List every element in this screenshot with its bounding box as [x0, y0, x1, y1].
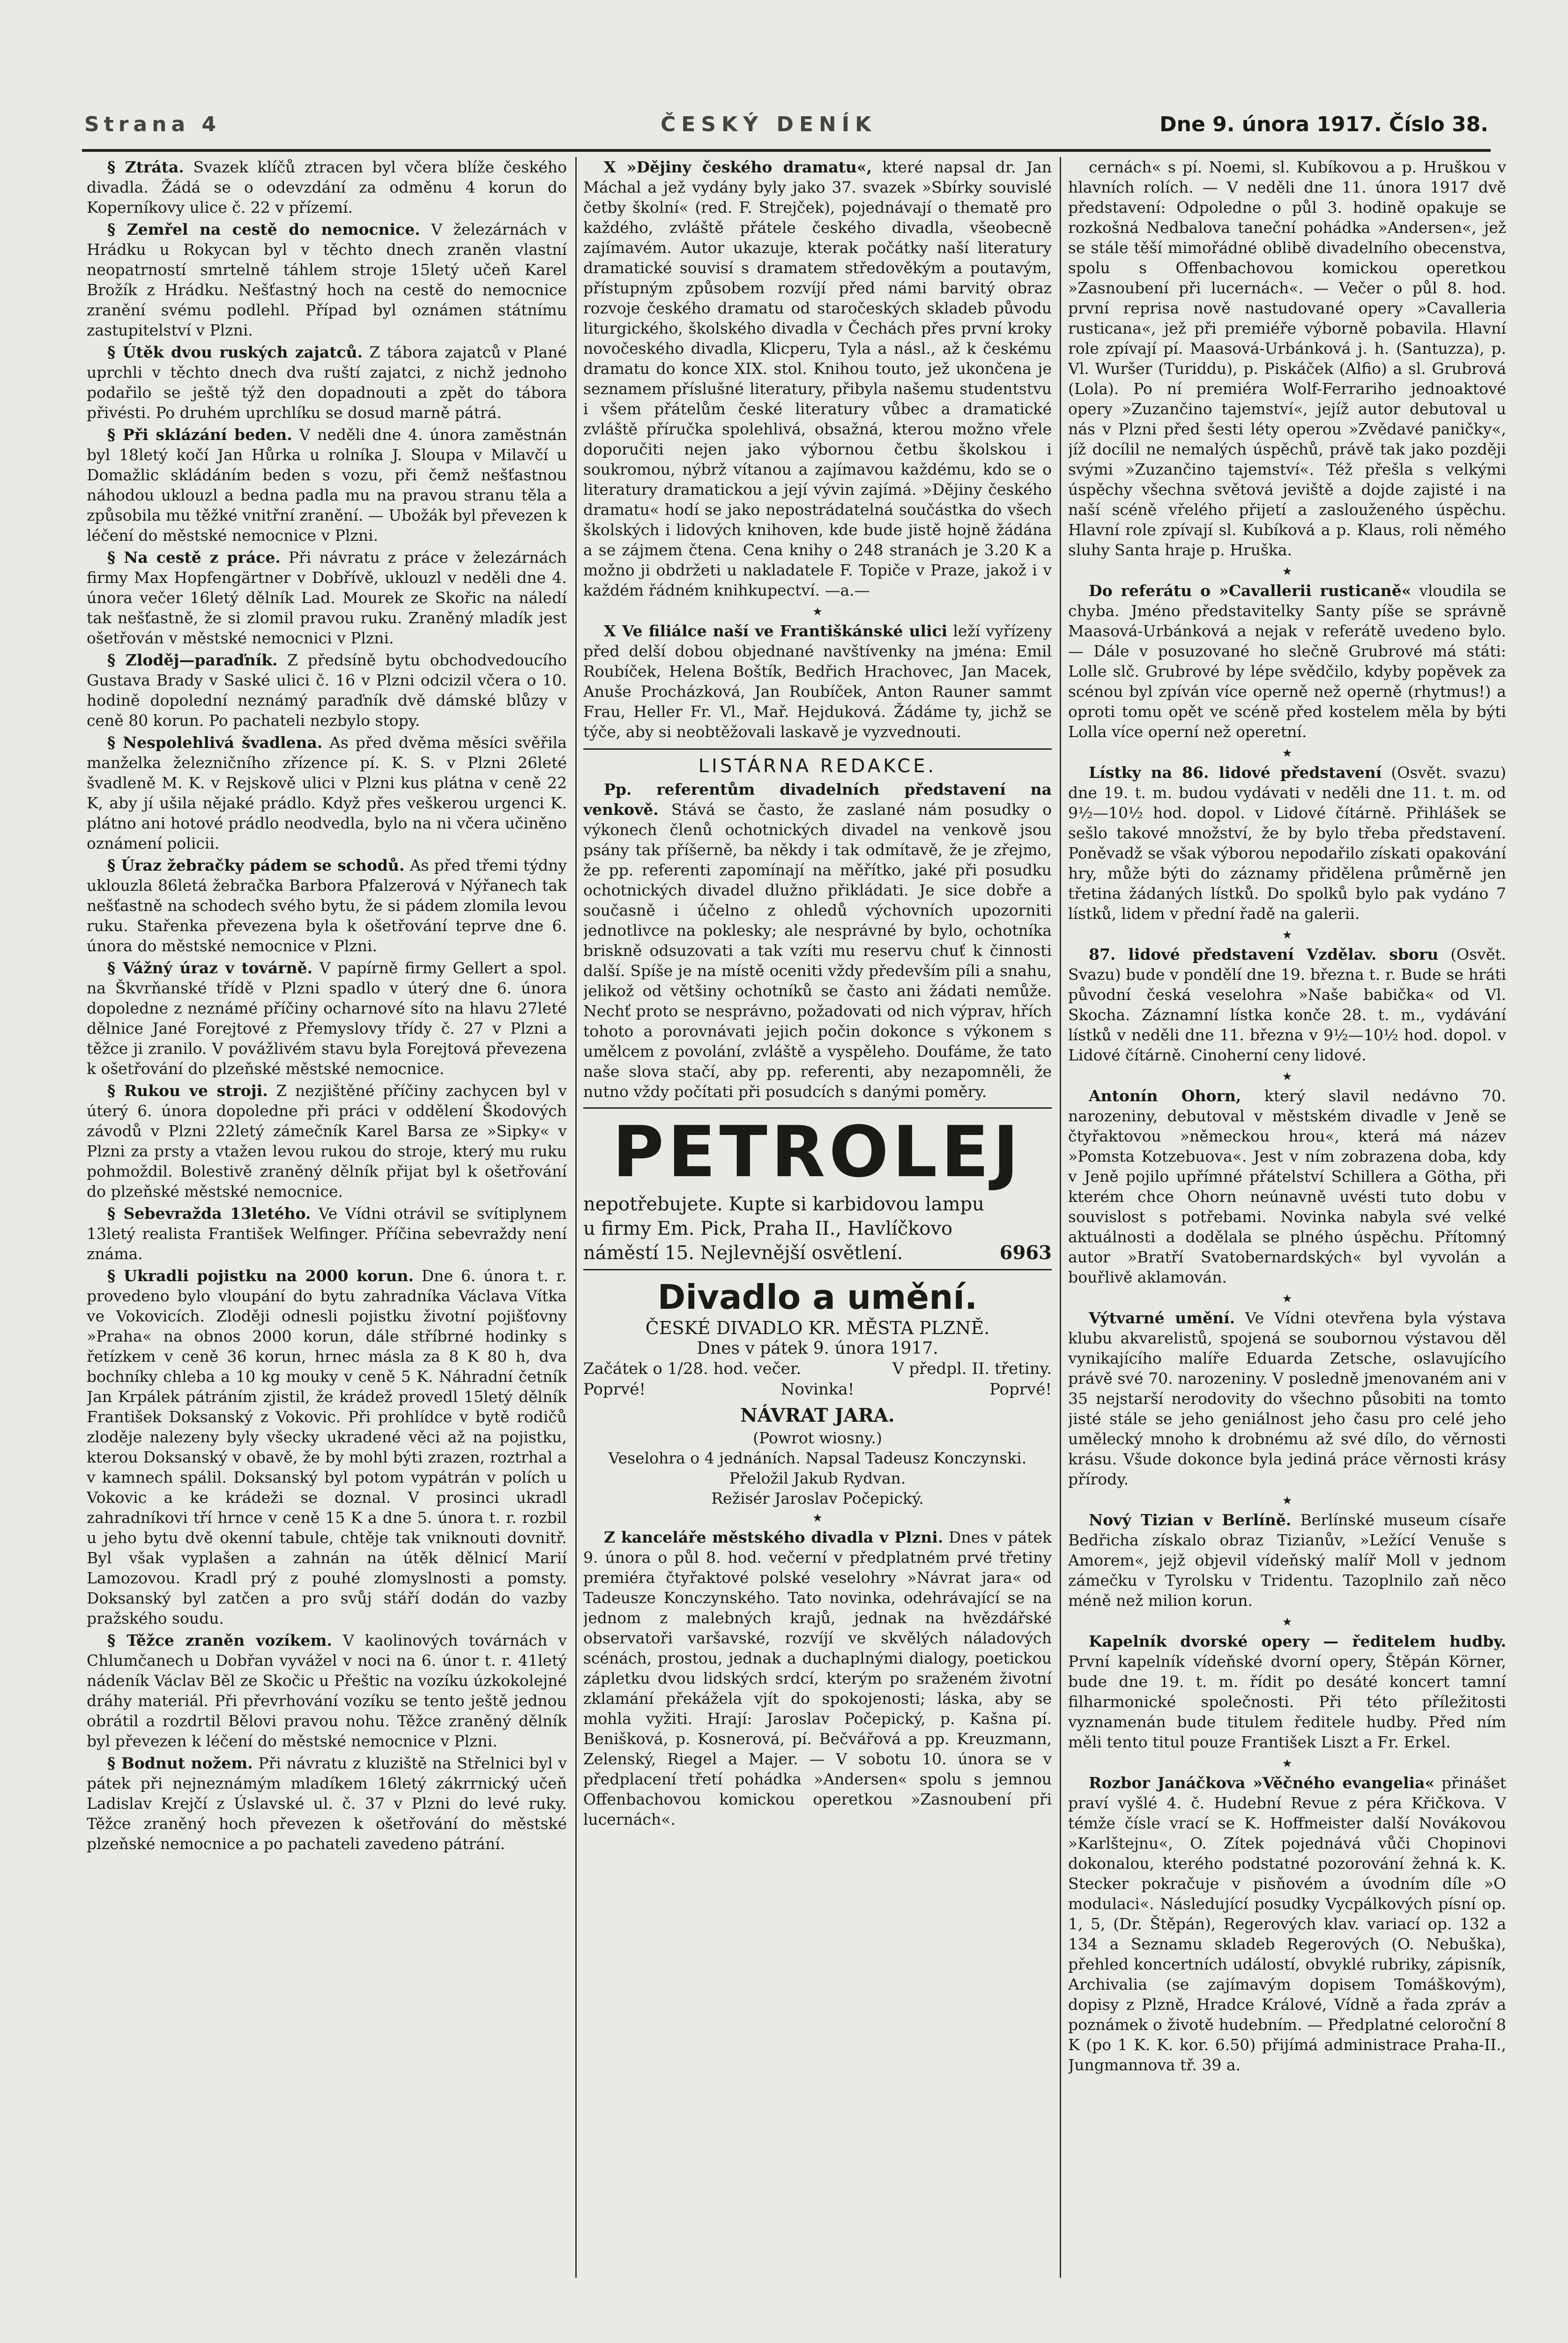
news-item-text: přinášet praví vyšlé 4. č. Hudební Revue z péra Křičkova. V témže čísle vrací se K. Hoffmeister další Novákovou »Karlštejnu«, O. Zítek pojednává vůči Chopinovi dokonalou, kterého podstatné pozorování žehná k. K. Stecker pokračuje v pisňovém a úvodním díle »O modulaci«. Následující posudky Vycpálkových písní op. 1, 5, (Dr. Štěpán), Regerových klav. variací op. 132 a 134 a Seznamu skladeb Regerových (O. Nebuška), přehled koncertních událostí, obvyklé rubriky, zápisník, Archivalia (se zajímavým dopisem Tomáškovým), dopisy z Plzně, Hradce Králové, Vídně a řada zpráv a poznámek o životě hudebním. — Předplatné celoroční 8 K (po 1 K. K. kor. 6.50) přijímá administrace Praha-II., Jungmannova tř. 39 a. [1068, 1774, 1506, 2074]
news-item-text: které napsal dr. Jan Máchal a jež vydány byly jako 37. svazek »Sbírky souvislé četby školní« (red. F. Strejček), pojednávají o thematě pro každého, zvláště přátele českého divadla, všeobecně zajímavém. Autor ukazuje, kterak počátky naší literatury dramatické souvisí s dramatem středověkým a poutavým, přístupným způsobem rozvíjí před námi barvitý obraz rozvoje českého dramatu od staročeských skladeb původu liturgického, školského divadla v Čechách přes první kroky novočeského divadla, Klicperu, Tyla a násl., až k českému dramatu do konce XIX. stol. Knihou touto, jež ukončena je seznamem příslušné literatury, přibyla našemu studentstvu i všem přátelům české literatury vůbec a dramatické zvláště příručka spolehlivá, obsažná, kterou možno vřele doporučiti nejen jako výbornou četbu školskou i soukromou, nýbrž vítanou a zajímavou každému, kdo se o literatury dramatickou a její vývin zajímá. »Dějiny českého dramatu« hodí se jako nepostrádatelná součástka do všech školských i lidových knihoven, kde bude jistě hojně žádána a se zájmem čtena. Cena knihy o 248 stranách je 3.20 K a možno ji obdržeti u nakladatele F. Topiče v Praze, jakož i v každém řádném knihkupectví. —a.— [583, 158, 1052, 599]
news-item-text: Z tábora zajatců v Plané uprchli v těchto dnech dva ruští zajatci, z nichž jednoho podařilo se ještě týž den dopadnouti a zpět do tábora přivésti. Po druhém uprchlíku se dosud marně pátrá. [87, 343, 567, 422]
column-local-news [87, 157, 567, 2278]
news-item-text: Berlínské museum císaře Bedřicha získalo obraz Tizianův, »Ležící Venuše s Amorem«, jejž objevil vídeňský malíř Moll v jednom zámečku v Tyrolsku v Tridentu. Tazoplnilo zaň něco méně než milion korun. [1068, 1511, 1506, 1610]
news-item-head: X »Dějiny českého dramatu«, [604, 158, 872, 176]
news-item-text: Ve Vídni otevřena byla výstava klubu akvarelistů, spojená se soubornou výstavou děl vynikajícího malíře Eduarda Zetsche, oslavujícího právě své 70. narozeniny. V posledně jmenovaném ani v 35 nejstarší nerodovity do všechno působiti na tomto jisté stále se jeho geniálnost jeho času pro celé jeho umělecký mnoho k drobnému až své dílo, do věrnosti krásu. Všude dokonce byla jediná práce věrnosti krásy přírody. [1068, 1309, 1506, 1488]
listarna-head: Pp. referentům divadelních představení na venkově. [583, 780, 1052, 819]
news-item [87, 219, 567, 340]
page-number: Strana 4 [84, 112, 221, 136]
news-item-text: leží vyřízeny před delší dobou objednané navštívenky na jména: Emil Roubíček, Helena Boštík, Bedřich Hrachovec, Jan Macek, Anuše Procházková, Jan Roubíček, Anton Rauner sammt Frau, Heller Fr. Vl., Mař. Hejduková. Žádáme ty, jichž se týče, aby si neobtěžovali laskavě je vyzvednouti. [583, 622, 1052, 741]
column-divider [1060, 157, 1061, 2278]
petrolej-number: 6963 [999, 1242, 1052, 1264]
separator-star: ★ [1282, 565, 1293, 578]
news-item-text: Při návratu z práce v železárnách firmy Max Hopfengärtner v Dobřívě, uklouzl v neděli dne 4. února večer 16letý dělník Lad. Mourek ze Skořic na náledí tak nešťastně, že si zlomil pravou ruku. Zraněný mladík jest ošetřován v městské nemocnici v Plzni. [87, 548, 567, 647]
news-item [87, 1266, 567, 1628]
theatre-times [583, 1358, 1052, 1379]
separator-star: ★ [1282, 1615, 1293, 1628]
news-item [1068, 1086, 1506, 1287]
news-item [1068, 581, 1506, 742]
theatre-flags [583, 1379, 1052, 1400]
newspaper-title: ČESKÝ DENÍK [661, 112, 877, 136]
news-item-text: (Osvět. svazu) dne 19. t. m. budou vydávati v neděli dne 11. t. m. od 9½—10½ hod. dopol. v Lidové čítárně. Přihlášek se sešlo takové množství, že by bylo třeba představení. Poněvadž se však výborou nepodařilo získati opakování hry, může býti do záznamy přidělena průměrně jen třetina žádaných lístků. Do spolků bylo pak vydáno 7 lístků, lidem v přední řadě na galerii. [1068, 763, 1506, 923]
listarna-text: Stává se často, že zaslané nám posudky o výkonech členů ochotnických divadel na venkově jsou psány tak příšerně, ba někdy i tak odmítavě, že je zřejmo, že pp. referenti zapomínají na měřítko, jaké při posudku ochotnických divadel dlužno přikládati. Je sice dobře a současně i účelno z ohledů výchovních upozorniti jednotlivce na poklesky; ale nesprávné by bylo, ochotníka briskně odsuzovati a tak vzíti mu reservu chuť k činnosti další. Spíše je na místě oceniti vždy především píli a snahu, jelikož od většiny ochotníků se často ani žádati nemůže. Nechť proto se nesprávno, požadovati od nich výprav, hřích tohoto a porovnávati jejich počin dokonce s výkonem s umělcem z povolání, zvláště a vyspěleho. Doufáme, že tato naše slova stačí, aby pp. referenti, aby nezapomněli, že nutno vždy počítati při posudcích s danými poměry. [583, 800, 1052, 1101]
separator-star: ★ [1282, 1070, 1293, 1083]
news-item-head: Kapelník dvorské opery — ředitelem hudby. [1089, 1632, 1506, 1650]
news-item-head: Antonín Ohorn, [1089, 1087, 1241, 1105]
masthead [84, 108, 1488, 145]
theatre-org: ČESKÉ DIVADLO KR. MĚSTA PLZNĚ. [645, 1318, 990, 1338]
news-item [583, 621, 1052, 742]
news-item [87, 1203, 567, 1264]
news-item-text: (Osvět. Svazu) bude v pondělí dne 19. března t. r. Bude se hráti původní česká veselohra »Naše babička« od Vl. Skocha. Záznamní lístka konče 28. t. m., vydávání lístků v neděli dne 11. března v 9½—10½ hod. dopol. v Lidové čítárně. Cinoherní ceny lidové. [1068, 945, 1506, 1064]
column-arts [1068, 157, 1506, 2278]
petrolej-line: u firmy Em. Pick, Praha II., Havlíčkovo [583, 1218, 953, 1239]
news-item [1068, 1631, 1506, 1752]
news-item-text: cernách« s pí. Noemi, sl. Kubíkovou a p. Hruškou v hlavních rolích. — V neděli dne 11. února 1917 dvě představení: Odpoledne o půl 3. hodině opakuje se rozkošná Nedbalova taneční pohádka »Andersen«, jež se stále těší mimořádné oblibě divadelního obecenstva, spolu s Offenbachovou komickou operetkou »Zasnoubení při lucernách«. — Večer o půl 8. hod. první reprisa nově nastudované opery »Cavalleria rusticana«, jež při premiéře výborně pobavila. Hlavní role zpívají pí. Maasová-Urbánková j. h. (Santuzza), p. Vl. Wuršer (Turiddu), p. Piskáček (Alfio) a sl. Grubrová (Lola). Po ní premiéra Wolf-Ferrariho jednoaktové opery »Zuzančino tajemství«, jejíž autor debutoval u nás v Plzni před šesti léty operou »Zvědavé paničky«, jíž docílil ne nemalých úspěchů, právě tak jako později svými »Zuzančino tajemství«. Též přešla s velkými úspěchy všechna světová jeviště a dojde zajisté i na naší scéně vřelého přijetí a zaslouženého úspěchu. Hlavní role zpívají sl. Kubíková a p. Klaus, roli němého sluhy Santa hraje p. Hruška. [1068, 158, 1506, 559]
news-item-text: V neděli dne 4. února zaměstnán byl 18letý kočí Jan Hůrka u rolníka J. Sloupa v Milavčí u Domažlic skládáním beden s vozu, při čemž nešťastnou náhodou uklouzl a bedna padla mu na pravou stranu těla a způsobila mu těžké vnitřní zranění. — Ubožák byl převezen k léčení do městské nemocnice v Plzni. [87, 425, 567, 545]
news-item [87, 342, 567, 423]
separator-star: ★ [812, 1511, 823, 1524]
news-item-head: § Nespolehlivá švadlena. [107, 733, 323, 752]
petrolej-title: PETROLEJ [612, 1112, 1023, 1193]
play-description: Veselohra o 4 jednáních. Napsal Tadeusz Konczynski. Přeložil Jakub Rydvan. [608, 1449, 1027, 1487]
news-item-head: § Zloděj—paraďník. [107, 651, 278, 669]
news-item [87, 650, 567, 731]
news-item [87, 1753, 567, 1854]
news-item [87, 547, 567, 648]
play-director: Režisér Jaroslav Počepický. [711, 1489, 924, 1507]
play-title: NÁVRAT JARA. [740, 1404, 895, 1426]
flag-novinka: Novinka! [780, 1380, 855, 1399]
separator-star: ★ [1282, 746, 1293, 760]
news-item-head: § Rukou ve stroji. [107, 1082, 268, 1100]
news-item [1068, 1308, 1506, 1489]
news-item-text: Dnes v pátek 9. února o půl 8. hod. večerní v předplatném prvé třetiny premiéra čtyřaktové polské veselohry »Návrat jara« od Tadeusze Konczynského. Tato novinka, odehrávající se na jednom z malebných krajů, jednak na hvězdářské observatoři varšavské, rozvíjí ve skvělých náladových scénách, prostou, jednak a duchaplnými dialogy, poetickou zápletku dvou lidských srdcí, kterým po sraženém životní zklamání překážela vjít do spokojenosti; láska, aby se mohla vyžiti. Hrají: Jaroslav Počepický, p. Kašna pí. Benišková, p. Kosnerová, pí. Bečvářová a pp. Kreuzmann, Zelenský, Riegel a Majer. — V sobotu 10. února se v předplacení třetí pohádka »Andersen« spolu s jemnou Offenbachovou komickou operetkou »Zasnoubení při lucernách«. [583, 1528, 1052, 1828]
theatre-date: Dnes v pátek 9. února 1917. [697, 1339, 938, 1358]
news-item [1068, 1773, 1506, 2075]
news-item-head: Lístky na 86. lidové představení [1089, 763, 1382, 782]
news-item [87, 1081, 567, 1201]
news-item-text: První kapelník vídeňské dvorní opery, Štěpán Körner, bude dne 19. t. m. řídit po desáté koncert tamní filharmonické společnosti. Při této příležitosti vyznamenán bude titulem ředitele hudby. Před ním měli tento titul pouze František Liszt a Fr. Erkel. [1068, 1652, 1506, 1751]
news-item [87, 1630, 567, 1751]
news-item-head: Do referátu o »Cavallerii rusticaně« [1089, 582, 1412, 600]
separator-star: ★ [1282, 1494, 1293, 1507]
news-item-text: Ve Vídni otrávil se svítiplynem 13letý realista František Welfinger. Příčina sebevraždy není známa. [87, 1204, 567, 1263]
news-item-head: § Úraz žebračky pádem se schodů. [107, 856, 405, 874]
theatre-title: Divadlo a umění. [657, 1277, 978, 1317]
separator-star: ★ [1282, 1292, 1293, 1305]
petrolej-line: nepotřebujete. Kupte si karbidovou lampu [583, 1194, 984, 1215]
news-item-head: § Těžce zraněn vozíkem. [107, 1631, 332, 1649]
play-subtitle: (Powrot wiosny.) [753, 1429, 882, 1447]
news-item [87, 732, 567, 853]
news-item-text: As před třemi týdny uklouzla 86letá žebračka Barbora Pfalzerová v Nýřanech tak nešťastně na schodech svého bytu, že si pádem zlomila levou ruku. Stařenka převezena byla k ošetřování teprve dne 6. února do městské nemocnice v Plzni. [87, 856, 567, 955]
news-item [87, 958, 567, 1079]
petrolej-line [583, 1241, 1052, 1265]
news-item-text: který slavil nedávno 70. narozeniny, debutoval v městském divadle v Jeně se čtyřaktovou »německou hrou«, která má název »Pomsta Kotzebuova«. Jest v ním zobrazena doba, kdy v Jeně pojilo upřímné přátelství Schillera a Götha, při kterém chce Ohorn neúnavně uvésti tuto dobu v souvislost s potřebami. Novinka nabyla své velké aktuálnosti a dodělala se plného úspěchu. Přítomný autor »Bratří Svatobernardských« byl vyvolán a bouřlivě aklamován. [1068, 1087, 1506, 1286]
separator-star: ★ [1282, 928, 1293, 941]
masthead-rule [82, 149, 1491, 152]
news-item [583, 1527, 1052, 1829]
news-item-head: Z kanceláře městského divadla v Plzni. [604, 1528, 944, 1546]
news-item-text: Dne 6. února t. r. provedeno bylo vloupání do bytu zahradníka Václava Vítka ve Vokovicích. Zloději odnesli pojistku životní pojišťovny »Praha« na obnos 2000 korun, dále stříbrné hodinky s řetízkem v ceně 36 korun, hrnec másla za 8 K 80 h, dva bochníky chleba a 10 kg mouky v ceně 5 K. Náhradní četník Jan Krpálek pátráním zjistil, že krádež provedl 15letý dělník František Doksanský z Vokovic. Při prohlídce v bytě rodičů zloděje nalezeny byly všecky ukradené věci až na pojistku, kterou Doksanský v obavě, že by mohl býti zrazen, roztrhal a v kamnech spálil. Doksanský byl potom vypátrán v polích u Vokovic a ke krádeži se doznal. V prosinci ukradl zahradníkovi tří hrnce v ceně 15 K a dne 5. února t. r. rozbil u jeho bytu dvě okenní tabule, chtěje tak vniknouti dovnitř. Byl však vyplašen a zahnán na útěk dělnicí Marií Lamozovou. Kradl prý z pouhé zlomyslnosti a pomsty. Doksanský byl zatčen a pro svůj stáří dodán do vazby pražského soudu. [87, 1267, 567, 1627]
column-culture [583, 157, 1052, 2278]
news-item [1068, 762, 1506, 924]
theatre-subscription: V předpl. II. třetiny. [892, 1359, 1052, 1378]
news-item-text: V kaolinových továrnách v Chlumčanech u Dobřan vyvážel v noci na 6. únor t. r. 41letý nádeník Václav Běl ze Skočic u Přeštic na vozíku úzkokolejné dráhy materiál. Při převrhování vozíku se tento ještě jednou obrátil a rozdrtil Bělovi pravou nohu. Těžce zraněný dělník byl převezen k léčení do městské nemocnice v Plzni. [87, 1631, 567, 1750]
news-item [87, 855, 567, 956]
listarna-title: LISTÁRNA REDAKCE. [698, 755, 937, 777]
news-item-head: Výtvarné umění. [1089, 1309, 1235, 1327]
news-item-text: Při návratu z kluziště na Střelnici byl v pátek při nejneznámým mladíkem 16letý zákrrnický učeň Ladislav Krejčí z Úslavské ul. č. 37 v Plzni do levé ruky. Těžce zraněný hoch převezen k ošetřování do městské plzeňské nemocnice a po pachateli zavedeno pátrání. [87, 1754, 567, 1853]
news-item-head: Nový Tizian v Berlíně. [1089, 1511, 1292, 1529]
news-item-head: X Ve filiálce naší ve Františkánské ulici [604, 622, 948, 640]
news-item-text: As před dvěma měsíci svěřila manželka železničního zřízence pí. K. S. v Plzni 26leté švadleně M. K. v Rejskově ulici v Plzni kus plátna v ceně 22 K, aby jí ušila nějaké prádlo. Když přes veškerou urgenci K. plátno ani hotové prádlo neodvedla, bylo na ni včera učiněno oznámení policii. [87, 733, 567, 852]
news-item-head: § Ukradli pojistku na 2000 korun. [107, 1267, 414, 1285]
news-item-head: § Bodnut nožem. [107, 1754, 253, 1772]
news-item [87, 157, 567, 217]
news-item-head: § Při sklázání beden. [107, 425, 292, 444]
news-item-head: § Sebevražda 13letého. [107, 1204, 311, 1223]
news-item-text: V papírně firmy Gellert a spol. na Škvrňanské třídě v Plzni spadlo v úterý dne 6. února dopoledne z neznámé příčiny ocharnové síto na hlavu 27leté dělnice Jané Forejtové z Přemyslovy třídy č. 27 v Plzni a těžce ji zranilo. V povážlivém stavu byla Forejtová převezena k ošetřování do plzeňské městské nemocnice. [87, 959, 567, 1078]
petrolej-line3: náměstí 15. Nejlevnější osvětlení. [583, 1242, 903, 1264]
news-item-head: § Vážný úraz v továrně. [107, 959, 313, 977]
news-item-text: Z nezjištěné příčiny zachycen byl v úterý 6. února dopoledne při práci v oddělení Škodových závodů v Plzni 22letý zámečník Karel Barsa ze »Sipky« v Plzni za prsty a vtažen levou rukou do stroje, který mu ruku pohmoždil. Bolestivě zraněný dělník přijat byl k ošetřování do plzeňské městské nemocnice. [87, 1082, 567, 1201]
news-item [87, 425, 567, 545]
petrolej-advert [583, 1107, 1052, 1270]
news-item-head: § Na cestě z práce. [107, 548, 281, 567]
news-item-text: Z předsíně bytu obchodvedoucího Gustava Brady v Saské ulici č. 16 v Plzni odcizil včera o 10. hodině dopolední neznámý paraďník dvě dámské blůzy v ceně 80 korun. Po pachateli nezbylo stopy. [87, 651, 567, 730]
news-item-head: Rozbor Janáčkova »Věčného evangelia« [1089, 1774, 1435, 1792]
separator-star: ★ [812, 605, 823, 618]
news-item-head: § Ztráta. [107, 158, 184, 176]
theatre-start: Začátek o 1/28. hod. večer. [583, 1359, 802, 1378]
listarna-item [583, 779, 1052, 1102]
flag-poprve: Poprvé! [583, 1380, 646, 1399]
news-item-head: 87. lidové představení Vzdělav. sboru [1089, 945, 1439, 963]
news-item-head: § Útěk dvou ruských zajatců. [107, 343, 363, 361]
issue-date: Dne 9. února 1917. Číslo 38. [1159, 112, 1488, 136]
news-item-text: V železárnách v Hrádku u Rokycan byl v těchto dnech zraněn vlastní neopatrností smrtelně táhlem stroje 15letý učeň Karel Brožík z Hrádku. Nešťastný hoch na cestě do nemocnice zranění svému podlehl. Případ byl oznámen státnímu zastupitelství v Plzni. [87, 220, 567, 339]
news-item-text: Svazek klíčů ztracen byl včera blíže českého divadla. Žádá se o odevzdání za odměnu 4 korun do Koperníkovy ulice č. 22 v přízemí. [87, 158, 567, 216]
theatre-section [583, 1276, 1052, 1508]
news-item-head: § Zemřel na cestě do nemocnice. [107, 220, 420, 239]
news-item [1068, 157, 1506, 560]
news-item [1068, 1510, 1506, 1611]
column-divider [575, 157, 577, 2278]
news-item-text: vloudila se chyba. Jméno představitelky Santy píše se správně Maasová-Urbánková a nejak v referátě uvedeno bylo. — Dále v posuzované ho slečně Grubrové má státi: Lolle slč. Grubrové by lépe svědčilo, kdyby popěvek za scénou byl zpíván více operně než operně (rhytmus!) a oproti tomu opět ve scéně před kostelem měla by býti Lolla více operní než operetní. [1068, 582, 1506, 741]
separator-star: ★ [1282, 1757, 1293, 1770]
flag-poprve: Poprvé! [989, 1380, 1052, 1399]
news-item [583, 157, 1052, 600]
news-item [1068, 944, 1506, 1065]
separator [583, 748, 1052, 750]
